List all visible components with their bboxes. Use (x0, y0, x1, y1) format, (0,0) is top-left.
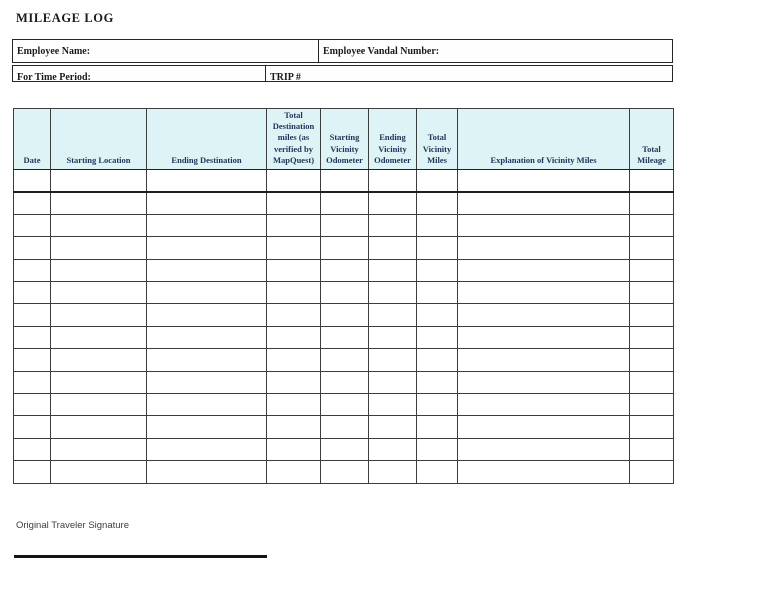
table-cell-starting-location[interactable] (51, 394, 147, 416)
table-cell-ending-destination[interactable] (147, 237, 267, 259)
table-cell-total-vicinity-miles[interactable] (417, 304, 458, 326)
table-cell-total-destination-miles[interactable] (267, 304, 321, 326)
table-cell-ending-vicinity-odometer[interactable] (369, 304, 417, 326)
table-cell-total-destination-miles[interactable] (267, 461, 321, 483)
table-cell-ending-vicinity-odometer[interactable] (369, 326, 417, 348)
trip-number-label: TRIP # (270, 72, 301, 81)
table-cell-starting-vicinity-odometer[interactable] (321, 282, 369, 304)
mileage-table (13, 108, 674, 484)
table-cell-starting-location[interactable] (51, 259, 147, 281)
table-cell-explanation-of-vicinity-miles[interactable] (458, 349, 630, 371)
table-cell-ending-destination[interactable] (147, 416, 267, 438)
table-cell-total-mileage[interactable] (630, 461, 674, 483)
employee-vandal-number-label: Employee Vandal Number: (323, 46, 440, 57)
time-period-label: For Time Period: (17, 72, 91, 81)
table-cell-starting-location[interactable] (51, 326, 147, 348)
table-cell-date[interactable] (14, 349, 51, 371)
table-cell-date[interactable] (14, 416, 51, 438)
table-cell-total-mileage[interactable] (630, 282, 674, 304)
employee-name-label: Employee Name: (17, 46, 91, 57)
table-cell-ending-vicinity-odometer[interactable] (369, 349, 417, 371)
table-cell-ending-vicinity-odometer[interactable] (369, 416, 417, 438)
table-cell-total-vicinity-miles[interactable] (417, 192, 458, 214)
table-cell-date[interactable] (14, 192, 51, 214)
table-cell-explanation-of-vicinity-miles[interactable] (458, 170, 630, 192)
mileage-table-header-row (14, 109, 674, 170)
table-cell-explanation-of-vicinity-miles[interactable] (458, 304, 630, 326)
table-cell-ending-vicinity-odometer[interactable] (369, 237, 417, 259)
table-cell-total-mileage[interactable] (630, 371, 674, 393)
table-row (14, 304, 674, 326)
table-row (14, 461, 674, 483)
table-cell-total-destination-miles[interactable] (267, 438, 321, 460)
table-cell-ending-vicinity-odometer[interactable] (369, 371, 417, 393)
table-cell-ending-destination[interactable] (147, 282, 267, 304)
table-cell-total-destination-miles[interactable] (267, 170, 321, 192)
table-cell-starting-location[interactable] (51, 170, 147, 192)
table-cell-total-vicinity-miles[interactable] (417, 170, 458, 192)
table-cell-total-vicinity-miles[interactable] (417, 237, 458, 259)
table-cell-ending-destination[interactable] (147, 438, 267, 460)
table-cell-date[interactable] (14, 170, 51, 192)
trip-number-field[interactable] (266, 66, 672, 81)
table-cell-date[interactable] (14, 461, 51, 483)
table-cell-starting-vicinity-odometer[interactable] (321, 214, 369, 236)
table-cell-date[interactable] (14, 237, 51, 259)
table-cell-total-mileage[interactable] (630, 237, 674, 259)
table-cell-starting-location[interactable] (51, 304, 147, 326)
table-cell-total-vicinity-miles[interactable] (417, 349, 458, 371)
table-row (14, 237, 674, 259)
table-cell-starting-vicinity-odometer[interactable] (321, 416, 369, 438)
table-row (14, 170, 674, 192)
table-cell-total-mileage[interactable] (630, 438, 674, 460)
column-header-ending-destination: Ending Destination (147, 109, 267, 170)
table-cell-explanation-of-vicinity-miles[interactable] (458, 371, 630, 393)
table-cell-date[interactable] (14, 438, 51, 460)
table-cell-total-destination-miles[interactable] (267, 192, 321, 214)
table-cell-ending-destination[interactable] (147, 349, 267, 371)
table-cell-total-destination-miles[interactable] (267, 416, 321, 438)
table-cell-total-mileage[interactable] (630, 259, 674, 281)
table-cell-date[interactable] (14, 371, 51, 393)
employee-name-field[interactable] (13, 40, 319, 62)
table-row (14, 438, 674, 460)
table-cell-explanation-of-vicinity-miles[interactable] (458, 326, 630, 348)
table-cell-starting-location[interactable] (51, 237, 147, 259)
table-cell-total-destination-miles[interactable] (267, 237, 321, 259)
table-row (14, 214, 674, 236)
table-cell-ending-vicinity-odometer[interactable] (369, 282, 417, 304)
table-cell-ending-vicinity-odometer[interactable] (369, 461, 417, 483)
table-cell-starting-vicinity-odometer[interactable] (321, 170, 369, 192)
table-cell-total-vicinity-miles[interactable] (417, 394, 458, 416)
table-row (14, 349, 674, 371)
table-cell-date[interactable] (14, 394, 51, 416)
employee-info-row (12, 39, 673, 63)
table-cell-ending-destination[interactable] (147, 259, 267, 281)
table-row (14, 394, 674, 416)
table-cell-starting-location[interactable] (51, 349, 147, 371)
table-cell-starting-location[interactable] (51, 214, 147, 236)
table-cell-starting-location[interactable] (51, 416, 147, 438)
table-row (14, 416, 674, 438)
table-row (14, 282, 674, 304)
table-cell-ending-destination[interactable] (147, 214, 267, 236)
table-cell-total-vicinity-miles[interactable] (417, 326, 458, 348)
table-cell-ending-destination[interactable] (147, 394, 267, 416)
column-header-ending-vicinity-odometer: Ending Vicinity Odometer (369, 109, 417, 170)
table-cell-total-vicinity-miles[interactable] (417, 438, 458, 460)
table-cell-total-destination-miles[interactable] (267, 214, 321, 236)
table-cell-starting-vicinity-odometer[interactable] (321, 461, 369, 483)
table-cell-total-vicinity-miles[interactable] (417, 371, 458, 393)
table-cell-total-destination-miles[interactable] (267, 371, 321, 393)
table-cell-starting-vicinity-odometer[interactable] (321, 259, 369, 281)
table-cell-starting-vicinity-odometer[interactable] (321, 438, 369, 460)
table-cell-total-destination-miles[interactable] (267, 259, 321, 281)
table-cell-total-vicinity-miles[interactable] (417, 416, 458, 438)
table-cell-date[interactable] (14, 282, 51, 304)
table-cell-total-vicinity-miles[interactable] (417, 282, 458, 304)
table-cell-total-mileage[interactable] (630, 326, 674, 348)
employee-vandal-number-field[interactable] (319, 40, 672, 62)
table-cell-date[interactable] (14, 259, 51, 281)
table-cell-ending-destination[interactable] (147, 192, 267, 214)
column-header-starting-location: Starting Location (51, 109, 147, 170)
table-cell-ending-vicinity-odometer[interactable] (369, 192, 417, 214)
table-row (14, 371, 674, 393)
table-cell-explanation-of-vicinity-miles[interactable] (458, 237, 630, 259)
page-title: MILEAGE LOG (16, 11, 114, 25)
table-cell-ending-destination[interactable] (147, 326, 267, 348)
table-cell-total-mileage[interactable] (630, 416, 674, 438)
table-cell-explanation-of-vicinity-miles[interactable] (458, 192, 630, 214)
table-cell-starting-vicinity-odometer[interactable] (321, 326, 369, 348)
table-cell-date[interactable] (14, 304, 51, 326)
table-cell-starting-vicinity-odometer[interactable] (321, 192, 369, 214)
table-cell-starting-vicinity-odometer[interactable] (321, 394, 369, 416)
time-period-row (12, 65, 673, 82)
table-cell-ending-vicinity-odometer[interactable] (369, 259, 417, 281)
table-cell-ending-destination[interactable] (147, 461, 267, 483)
table-cell-total-mileage[interactable] (630, 349, 674, 371)
table-cell-ending-destination[interactable] (147, 304, 267, 326)
table-cell-ending-destination[interactable] (147, 371, 267, 393)
table-row (14, 326, 674, 348)
table-cell-total-destination-miles[interactable] (267, 394, 321, 416)
table-cell-date[interactable] (14, 214, 51, 236)
table-cell-total-vicinity-miles[interactable] (417, 259, 458, 281)
table-cell-explanation-of-vicinity-miles[interactable] (458, 438, 630, 460)
table-cell-total-vicinity-miles[interactable] (417, 461, 458, 483)
table-cell-explanation-of-vicinity-miles[interactable] (458, 394, 630, 416)
column-header-starting-vicinity-odometer: Starting Vicinity Odometer (321, 109, 369, 170)
table-cell-date[interactable] (14, 326, 51, 348)
table-cell-starting-location[interactable] (51, 371, 147, 393)
table-cell-ending-vicinity-odometer[interactable] (369, 170, 417, 192)
table-row (14, 192, 674, 214)
column-header-total-vicinity-miles: Total Vicinity Miles (417, 109, 458, 170)
table-cell-starting-vicinity-odometer[interactable] (321, 349, 369, 371)
table-cell-total-mileage[interactable] (630, 192, 674, 214)
table-row (14, 259, 674, 281)
mileage-table-body (14, 170, 674, 483)
column-header-date: Date (14, 109, 51, 170)
table-cell-total-mileage[interactable] (630, 170, 674, 192)
table-cell-total-vicinity-miles[interactable] (417, 214, 458, 236)
table-cell-total-mileage[interactable] (630, 394, 674, 416)
table-cell-total-mileage[interactable] (630, 214, 674, 236)
time-period-field[interactable] (13, 66, 266, 81)
table-cell-total-mileage[interactable] (630, 304, 674, 326)
table-cell-starting-location[interactable] (51, 282, 147, 304)
table-cell-explanation-of-vicinity-miles[interactable] (458, 259, 630, 281)
table-cell-ending-vicinity-odometer[interactable] (369, 394, 417, 416)
table-cell-ending-destination[interactable] (147, 170, 267, 192)
table-cell-ending-vicinity-odometer[interactable] (369, 214, 417, 236)
table-cell-explanation-of-vicinity-miles[interactable] (458, 214, 630, 236)
table-cell-starting-location[interactable] (51, 438, 147, 460)
table-cell-explanation-of-vicinity-miles[interactable] (458, 282, 630, 304)
table-cell-starting-vicinity-odometer[interactable] (321, 237, 369, 259)
table-cell-total-destination-miles[interactable] (267, 282, 321, 304)
column-header-explanation-of-vicinity-miles: Explanation of Vicinity Miles (458, 109, 630, 170)
column-header-total-mileage: Total Mileage (630, 109, 674, 170)
table-cell-total-destination-miles[interactable] (267, 349, 321, 371)
signature-label: Original Traveler Signature (16, 520, 129, 531)
table-cell-starting-vicinity-odometer[interactable] (321, 304, 369, 326)
table-cell-explanation-of-vicinity-miles[interactable] (458, 416, 630, 438)
table-cell-total-destination-miles[interactable] (267, 326, 321, 348)
signature-line (14, 555, 267, 558)
table-cell-ending-vicinity-odometer[interactable] (369, 438, 417, 460)
table-cell-starting-location[interactable] (51, 461, 147, 483)
column-header-total-destination-miles: Total Destination miles (as verified by MapQuest) (267, 109, 321, 170)
table-cell-explanation-of-vicinity-miles[interactable] (458, 461, 630, 483)
table-cell-starting-vicinity-odometer[interactable] (321, 371, 369, 393)
table-cell-starting-location[interactable] (51, 192, 147, 214)
